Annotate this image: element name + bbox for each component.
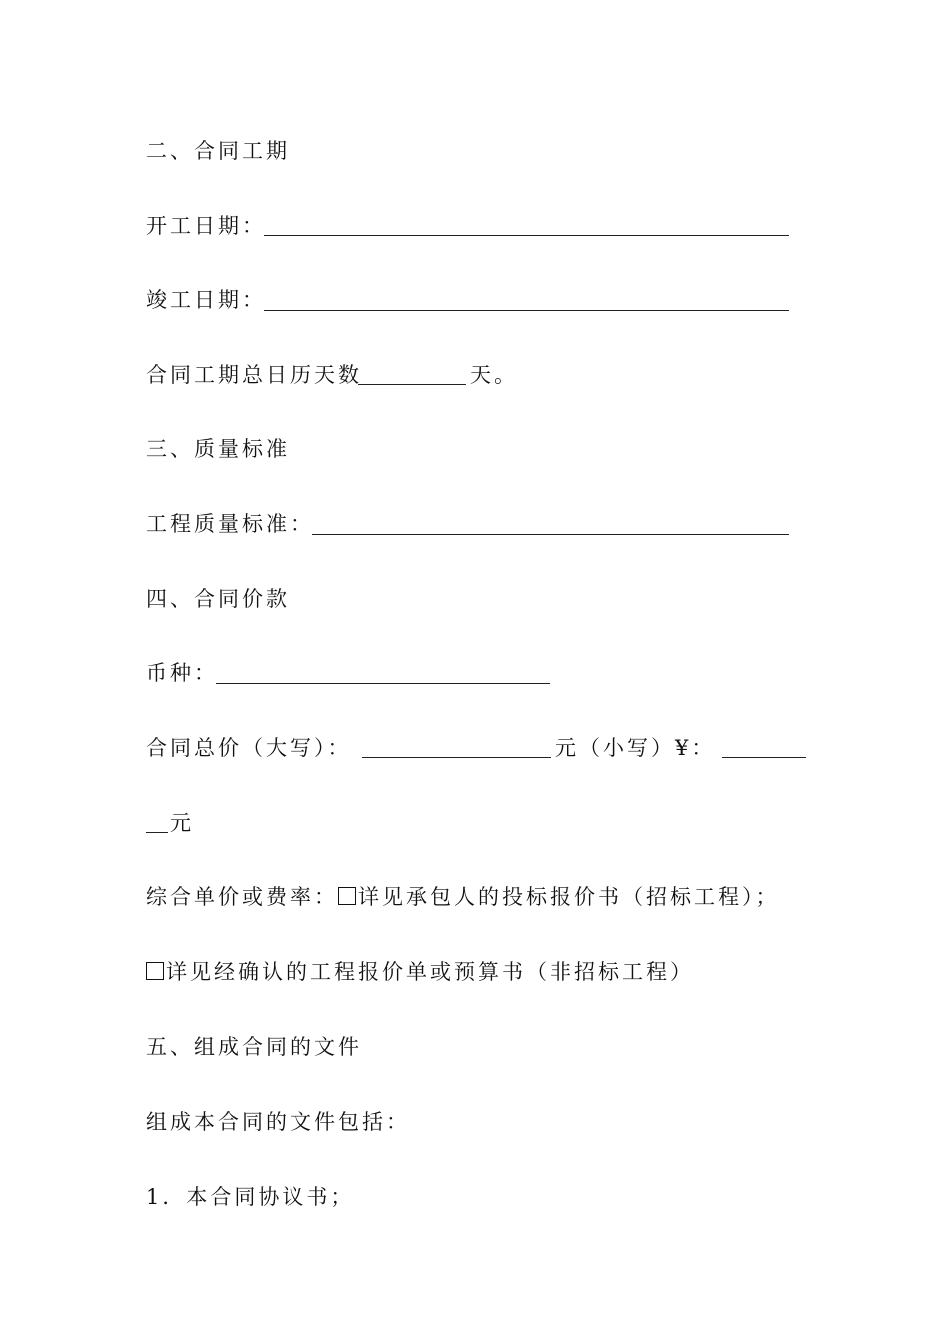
option-tender-quote: 详见承包人的投标报价书（招标工程）； bbox=[358, 885, 780, 909]
start-date-field[interactable] bbox=[264, 235, 789, 236]
total-price-figure-field[interactable] bbox=[722, 757, 806, 758]
option-confirmed-budget: 详见经确认的工程报价单或预算书（非招标工程） bbox=[166, 960, 694, 984]
checkbox-tender-quote[interactable] bbox=[338, 887, 356, 905]
document-item-1: 1．本合同协议书； bbox=[146, 1185, 355, 1209]
total-price-figure-label: 元（小写）¥： bbox=[555, 736, 716, 760]
total-days-unit: 天。 bbox=[470, 363, 518, 387]
quality-standard-field[interactable] bbox=[312, 534, 789, 535]
section-title-price: 四、合同价款 bbox=[146, 587, 290, 611]
currency-field[interactable] bbox=[216, 683, 550, 684]
completion-date-field[interactable] bbox=[264, 310, 789, 311]
section-title-contract-documents: 五、组成合同的文件 bbox=[146, 1035, 362, 1059]
unit-rate-row-2 bbox=[146, 957, 694, 987]
total-price-figure-field-continued[interactable] bbox=[146, 832, 168, 833]
currency-label: 币种： bbox=[146, 661, 218, 685]
unit-rate-label: 综合单价或费率： bbox=[146, 885, 338, 909]
total-price-words-field[interactable] bbox=[362, 757, 551, 758]
section-title-contract-period: 二、合同工期 bbox=[146, 139, 290, 163]
total-price-label: 合同总价（大写）： bbox=[146, 736, 352, 760]
quality-standard-label: 工程质量标准： bbox=[146, 512, 314, 536]
start-date-label: 开工日期： bbox=[146, 214, 266, 238]
checkbox-confirmed-budget[interactable] bbox=[146, 962, 164, 980]
unit-rate-row bbox=[146, 882, 780, 912]
section-title-quality: 三、质量标准 bbox=[146, 437, 290, 461]
total-days-field[interactable] bbox=[358, 384, 466, 385]
documents-intro: 组成本合同的文件包括： bbox=[146, 1110, 410, 1134]
total-days-label: 合同工期总日历天数 bbox=[146, 363, 362, 387]
completion-date-label: 竣工日期： bbox=[146, 288, 266, 312]
total-price-unit: 元 bbox=[170, 811, 194, 835]
